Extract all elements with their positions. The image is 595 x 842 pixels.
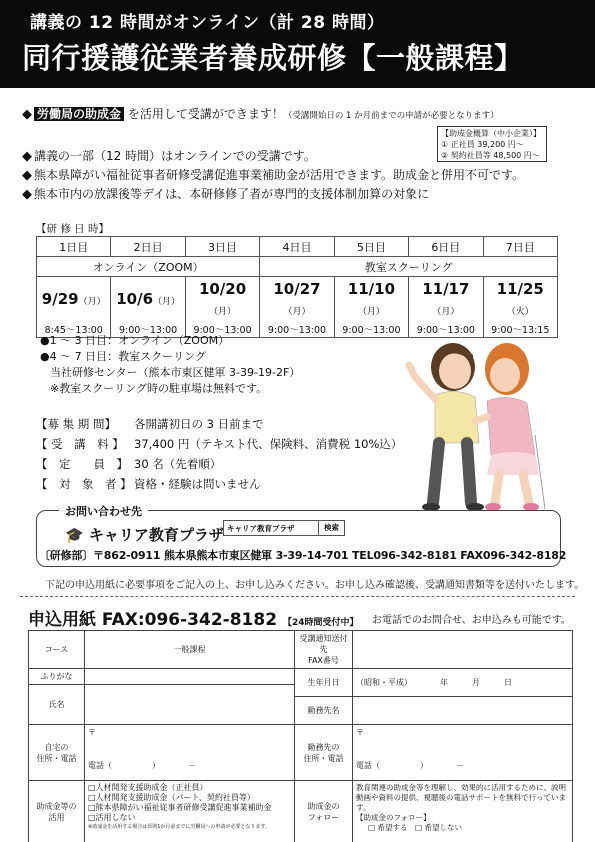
date-value: 10/20: [198, 280, 247, 298]
follow-section: [353, 781, 573, 842]
info-key: 【 対 象 者 】: [36, 477, 132, 491]
date-value: 11/25: [496, 280, 544, 298]
bullet-note: （受講開始日の 1 か月前までの申請が必要となります）: [283, 111, 499, 121]
form-title: [28, 605, 359, 630]
date-value: 11/17: [422, 280, 470, 298]
date-cell: [185, 277, 259, 323]
date-value: 9/29: [41, 290, 79, 308]
weekday: （火）: [506, 307, 534, 317]
weekday: （月）: [357, 307, 385, 317]
follow-label: 助成金の フォロー: [295, 781, 353, 842]
info-key: 【募 集 期 間】: [36, 417, 116, 431]
note-line: ※教室スクーリング時の駐車場は無料です。: [50, 382, 268, 395]
follow-checkbox[interactable]: □ 希望する □ 希望しない: [368, 823, 462, 832]
header-subtitle: 講義の 12 時間がオンライン（計 28 時間）: [30, 13, 385, 33]
subsidy-line: ② 契約社員等 48,500 円～: [441, 151, 540, 160]
birth-input[interactable]: （昭和・平成） 年 月 日: [353, 669, 573, 697]
subsidy-checkbox[interactable]: □人材開発支援助成金（正社員）: [88, 783, 208, 792]
date-value: 10/27: [273, 280, 321, 298]
furigana-input[interactable]: [85, 669, 295, 685]
info-key: 【 定 員 】: [36, 457, 128, 471]
name-input[interactable]: [85, 685, 295, 725]
furigana-label: ふりがな: [29, 669, 85, 685]
subsidy-line: ① 正社員 39,200 円～: [441, 140, 524, 149]
application-instruction: 下記の申込用紙に必要事項をご記入の上、お申し込みください。お申し込み確認後、受講通知書類等を送付いたします。: [45, 580, 585, 591]
day-header: 2日目: [111, 237, 185, 257]
date-cell: [111, 277, 185, 323]
search-text: キャリア教育プラザ: [227, 524, 295, 533]
form-title-small: 【24時間受付中】: [282, 618, 359, 628]
bullet-text: 熊本市内の放課後等デイは、本研修修了者が専門的支援体制加算の対象に: [34, 187, 430, 201]
day-header: 7日目: [483, 237, 557, 257]
info-row: [36, 474, 402, 494]
info-key: 【 受 講 料 】: [36, 437, 124, 451]
day-header: 4日目: [260, 237, 334, 257]
time-cell: 9:00～13:00: [185, 322, 259, 337]
weekday: （月）: [153, 297, 181, 307]
diamond-icon: ◆: [22, 187, 32, 202]
time-cell: 9:00～13:00: [409, 322, 483, 337]
diamond-icon: ◆: [22, 107, 32, 122]
subsidy-title: 【助成金概算（中小企業）】: [441, 129, 541, 138]
diamond-icon: ◆: [22, 149, 32, 164]
header-banner: [0, 0, 595, 88]
schedule-label: 【研 修 日 時】: [36, 223, 110, 235]
info-row: [36, 454, 402, 474]
mode-online: オンライン（ZOOM）: [37, 257, 260, 277]
phone-field: 電話（ ） －: [88, 761, 196, 770]
date-cell: [37, 277, 111, 323]
work-address-label: 勤務先の 住所・電話: [295, 725, 353, 781]
info-row: [36, 434, 402, 454]
name-label: 氏名: [29, 685, 85, 725]
date-value: 10/6: [116, 290, 154, 308]
highlight-label: 労働局の助成金: [34, 107, 124, 121]
weekday: （月）: [78, 297, 106, 307]
bullet-text: 熊本県障がい福祉従事者研修受講促進事業補助金が活用できます。助成金と併用不可です。: [34, 168, 525, 182]
search-box[interactable]: [223, 520, 345, 536]
info-value: 30 名（先着順）: [134, 457, 222, 471]
follow-text: 教育関連の助成金等を理解し、効果的に活用するために、説明動画や資料の提供、視聴後の電話サポートを無料で行っています。: [356, 783, 566, 812]
bullet-subsidy: [22, 105, 577, 125]
organization-label: キャリア教育プラザ: [88, 526, 224, 544]
weekday: （月）: [209, 307, 237, 317]
schedule-notes: [40, 333, 300, 397]
info-row: [36, 414, 402, 434]
subsidy-use-label: 助成金等の 活用: [29, 781, 85, 842]
form-title-text: 申込用紙 FAX:096-342-8182: [28, 610, 278, 630]
cut-line: [20, 596, 575, 597]
home-address-input[interactable]: [85, 725, 295, 781]
phone-field: 電話（ ） －: [356, 761, 464, 770]
info-value: 37,400 円（テキスト代、保険料、消費税 10%込）: [134, 437, 403, 451]
note-line: ●4 ～ 7 日目：教室スクーリング: [40, 350, 206, 363]
subsidy-estimate-box: [437, 126, 547, 162]
day-header: 5日目: [334, 237, 408, 257]
date-cell: [409, 277, 483, 323]
time-cell: 9:00～13:00: [334, 322, 408, 337]
application-form: [28, 630, 573, 842]
bullet-city: [22, 185, 577, 204]
postal-mark: 〒: [356, 728, 364, 737]
course-label: コース: [29, 631, 85, 669]
birth-label: 生年月日: [295, 669, 353, 697]
follow-title: 【助成金のフォロー】: [356, 813, 431, 822]
info-value: 各開講初日の 3 日前まで: [134, 417, 264, 431]
weekday: （月）: [432, 307, 460, 317]
work-name-input[interactable]: [353, 697, 573, 725]
date-cell: [334, 277, 408, 323]
note-line: 当社研修センター（熊本市東区健軍 3-39-19-2F）: [50, 366, 301, 379]
postal-mark: 〒: [88, 728, 96, 737]
search-button[interactable]: 検索: [318, 521, 344, 535]
fax-label: 受講通知送付先 FAX番号: [295, 631, 353, 669]
page-title: 同行援護従業者養成研修【一般課程】: [22, 41, 524, 75]
schedule-table: [36, 236, 558, 338]
time-cell: 9:00～13:00: [260, 322, 334, 337]
subsidy-checkbox[interactable]: □人材開発支援助成金（パート、契約社員等）: [88, 793, 255, 802]
date-cell: [483, 277, 557, 323]
work-name-label: 勤務先名: [295, 697, 353, 725]
course-value: 一般課程: [85, 631, 295, 669]
subsidy-checkbox[interactable]: □活用しない: [88, 813, 136, 822]
day-header: 1日目: [37, 237, 111, 257]
bullet-text: 講義の一部（12 時間）はオンラインでの受講です。: [34, 149, 316, 163]
time-cell: 9:00～13:00: [111, 322, 185, 337]
work-address-input[interactable]: [353, 725, 573, 781]
info-value: 資格・経験は問いません: [134, 477, 261, 491]
form-phone-note: お電話でのお問合せ、お申込みも可能です。: [372, 615, 571, 626]
diamond-icon: ◆: [22, 168, 32, 183]
course-info: [36, 414, 402, 494]
contact-tag: お問い合わせ先: [59, 503, 148, 519]
graduation-cap-icon: 🎓: [65, 526, 84, 544]
fax-input[interactable]: [353, 631, 573, 669]
day-header: 3日目: [185, 237, 259, 257]
home-address-label: 自宅の 住所・電話: [29, 725, 85, 781]
subsidy-options: [85, 781, 295, 842]
date-cell: [260, 277, 334, 323]
contact-address: 〔研修部〕〒862-0911 熊本県熊本市東区健軍 3-39-14-701 TEL096-342-8181 FAX096-342-8182: [39, 549, 567, 562]
bullet-text: を活用して受講ができます！: [127, 107, 284, 121]
mode-classroom: 教室スクーリング: [260, 257, 558, 277]
time-cell: 8:45～13:00: [37, 322, 111, 337]
day-header: 6日目: [409, 237, 483, 257]
note-line: ●1 ～ 3 日目：オンライン（ZOOM）: [40, 334, 230, 347]
subsidy-checkbox[interactable]: □熊本県障がい福祉従事者研修受講促進事業補助金: [88, 803, 272, 812]
guide-walking-illustration: [395, 325, 565, 515]
weekday: （月）: [283, 307, 311, 317]
bullet-prefecture: [22, 166, 577, 185]
contact-box: [36, 505, 567, 567]
time-cell: 9:00～13:15: [483, 322, 557, 337]
date-value: 11/10: [347, 280, 396, 298]
subsidy-footnote: ※助成金を活用する場合は原則1か月前までに労働局への申請が必要となります。: [88, 824, 270, 830]
organization-name: [65, 524, 224, 545]
